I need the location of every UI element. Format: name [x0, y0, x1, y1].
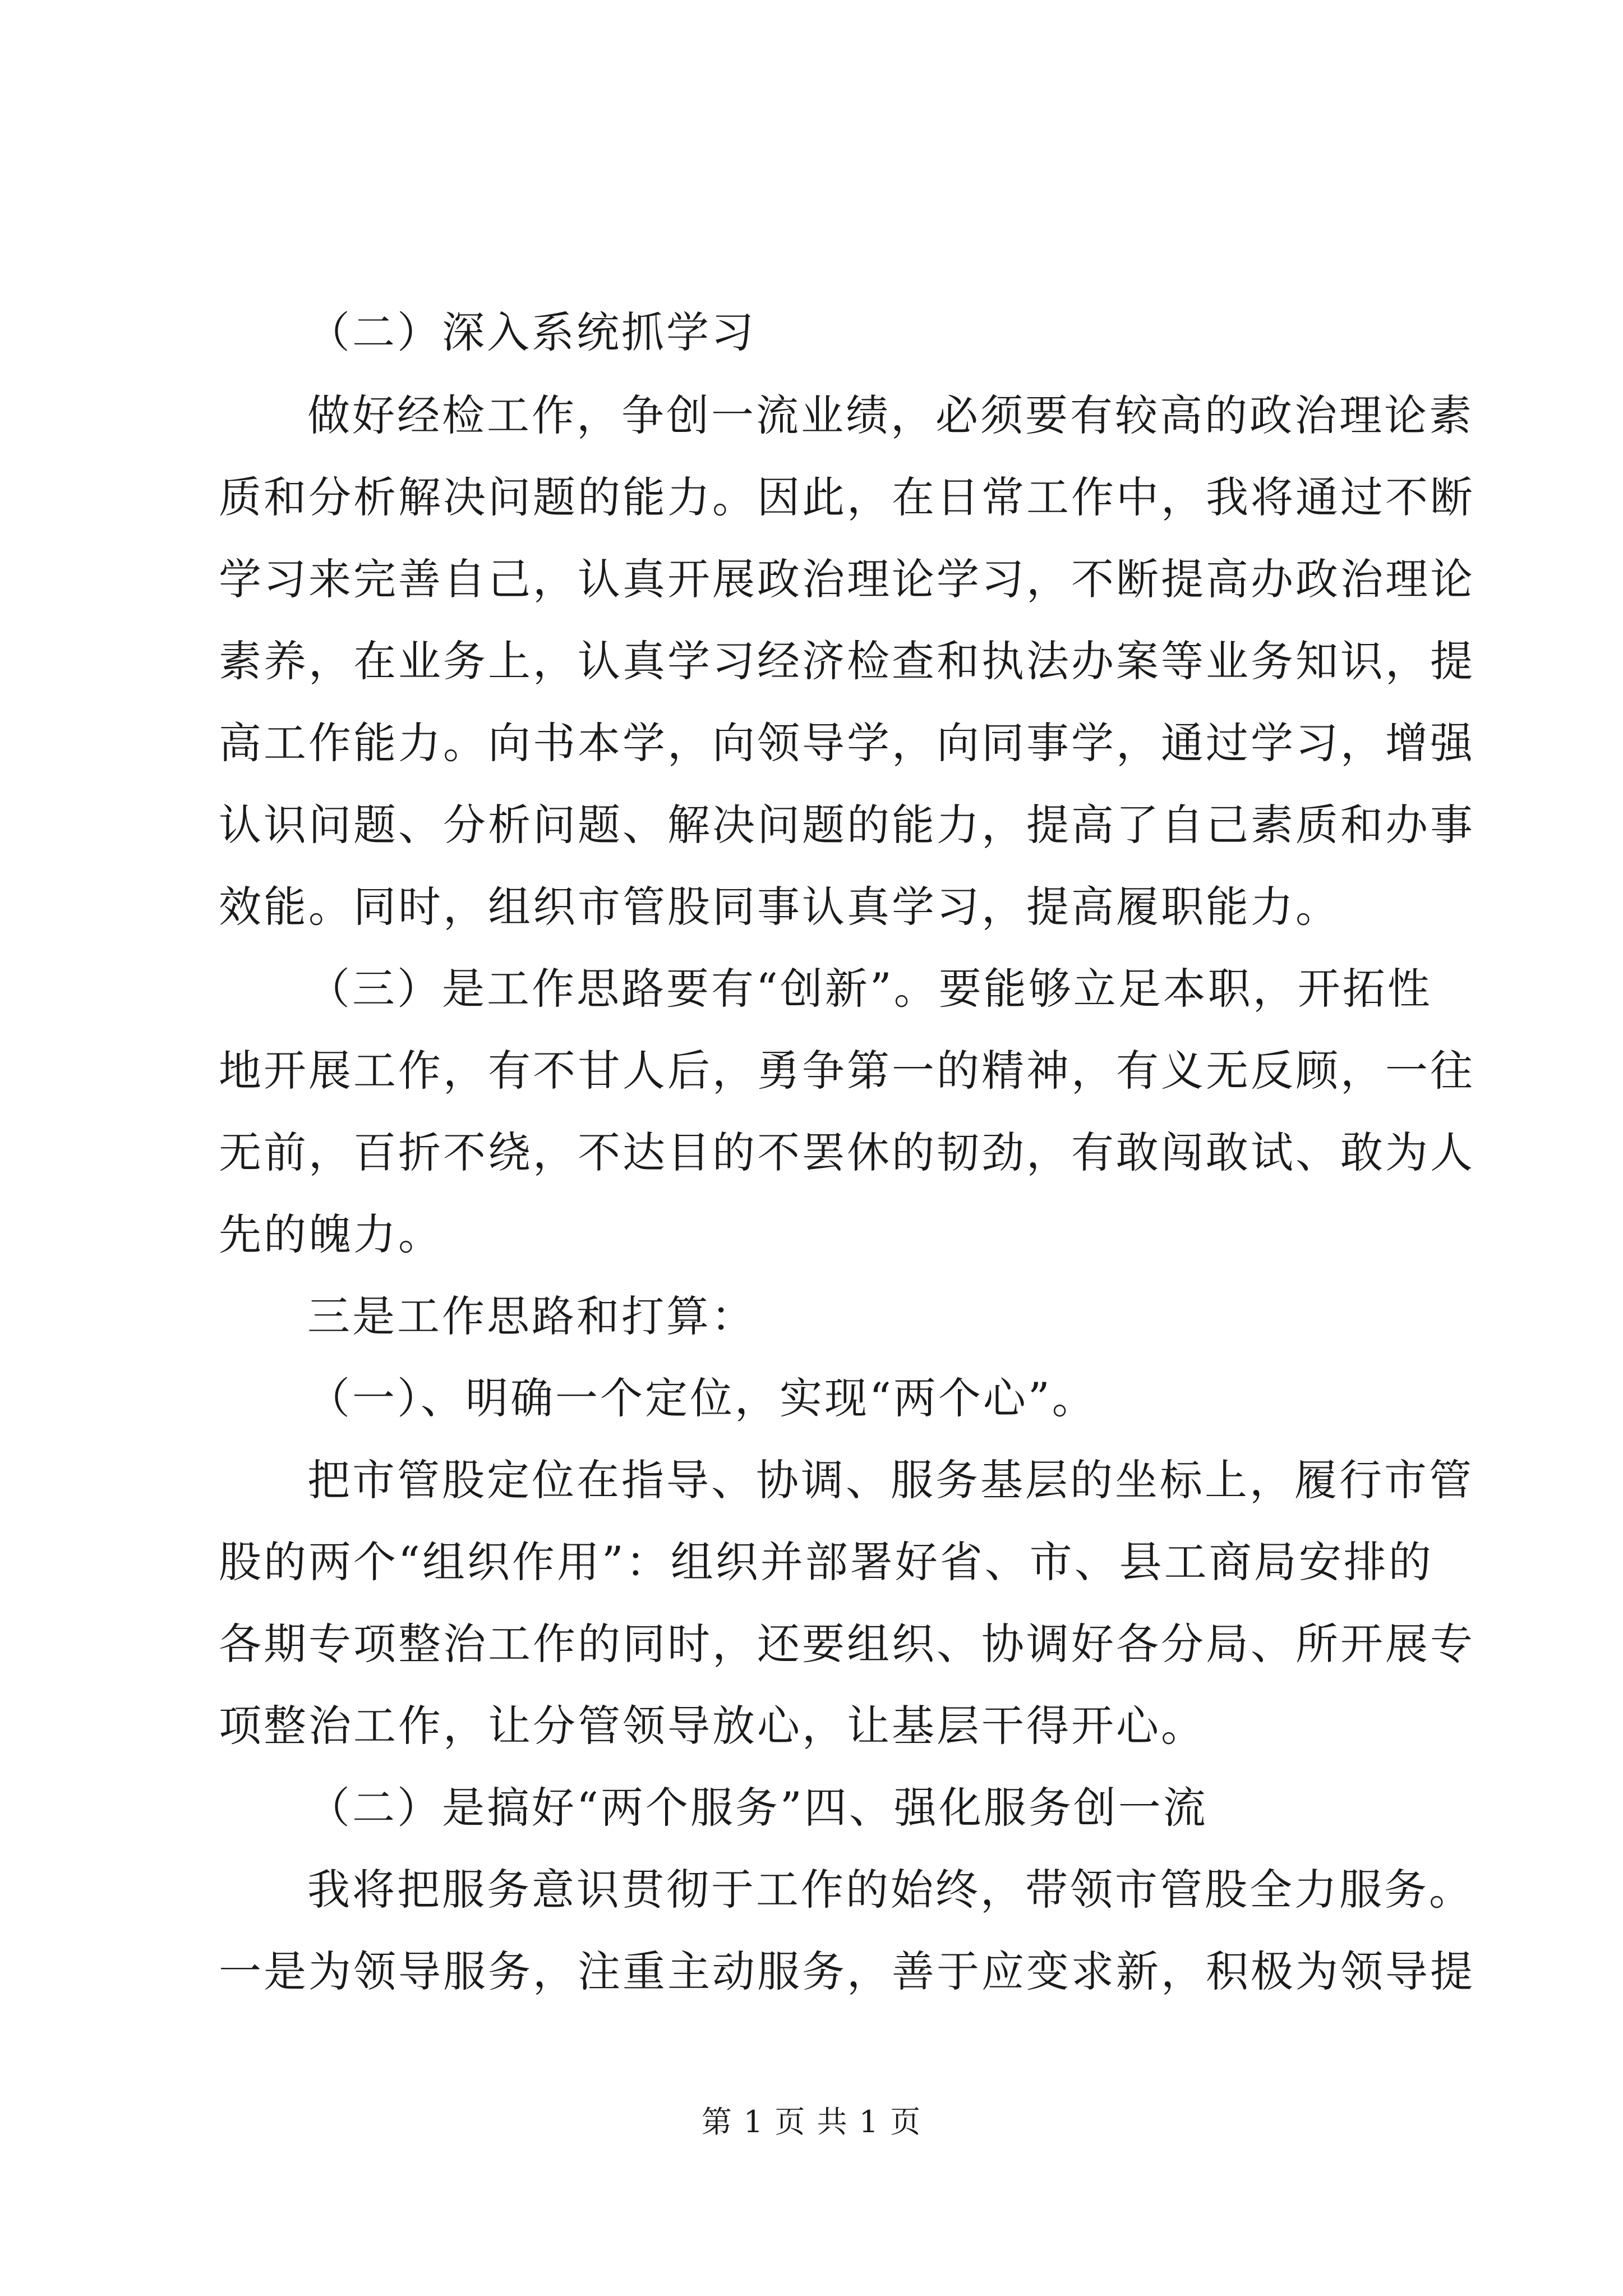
paragraph-line: 学习来完善自己，认真开展政治理论学习，不断提高办政治理论 — [219, 554, 1475, 604]
paragraph-line: 无前，百折不绕，不达目的不罢休的韧劲，有敢闯敢试、敢为人 — [219, 1128, 1475, 1177]
section-heading-study: （二）深入系统抓学习 — [307, 307, 756, 357]
paragraph-line: 先的魄力。 — [219, 1209, 443, 1259]
subsection-heading: （一）、明确一个定位，实现“两个心”。 — [307, 1373, 1097, 1423]
paragraph-line: 效能。同时，组织市管股同事认真学习，提高履职能力。 — [219, 882, 1340, 932]
paragraph-line: 地开展工作，有不甘人后，勇争第一的精神，有义无反顾，一往 — [219, 1046, 1475, 1096]
section-heading-plan: 三是工作思路和打算： — [307, 1291, 756, 1341]
subsection-heading: （二）是搞好“两个服务”四、强化服务创一流 — [307, 1783, 1208, 1833]
paragraph-line: 我将把服务意识贯彻于工作的始终，带领市管股全力服务。 — [307, 1865, 1474, 1915]
paragraph-line: 把市管股定位在指导、协调、服务基层的坐标上，履行市管 — [307, 1455, 1474, 1505]
paragraph-line: 各期专项整治工作的同时，还要组织、协调好各分局、所开展专 — [219, 1619, 1475, 1669]
paragraph-line: （三）是工作思路要有“创新”。要能够立足本职，开拓性 — [307, 964, 1432, 1014]
paragraph-line: 股的两个“组织作用”：组织并部署好省、市、县工商局安排的 — [219, 1537, 1433, 1587]
paragraph-line: 项整治工作，让分管领导放心，让基层干得开心。 — [219, 1701, 1206, 1751]
paragraph-line: 做好经检工作，争创一流业绩，必须要有较高的政治理论素 — [307, 390, 1474, 440]
paragraph-line: 素养，在业务上，认真学习经济检查和执法办案等业务知识，提 — [219, 636, 1475, 686]
paragraph-line: 质和分析解决问题的能力。因此，在日常工作中，我将通过不断 — [219, 472, 1475, 522]
page-footer: 第 1 页 共 1 页 — [701, 2104, 922, 2139]
paragraph-line: 高工作能力。向书本学，向领导学，向同事学，通过学习，增强 — [219, 718, 1475, 768]
paragraph-line: 认识问题、分析问题、解决问题的能力，提高了自己素质和办事 — [219, 800, 1475, 850]
paragraph-line: 一是为领导服务，注重主动服务，善于应变求新，积极为领导提 — [219, 1947, 1475, 1996]
